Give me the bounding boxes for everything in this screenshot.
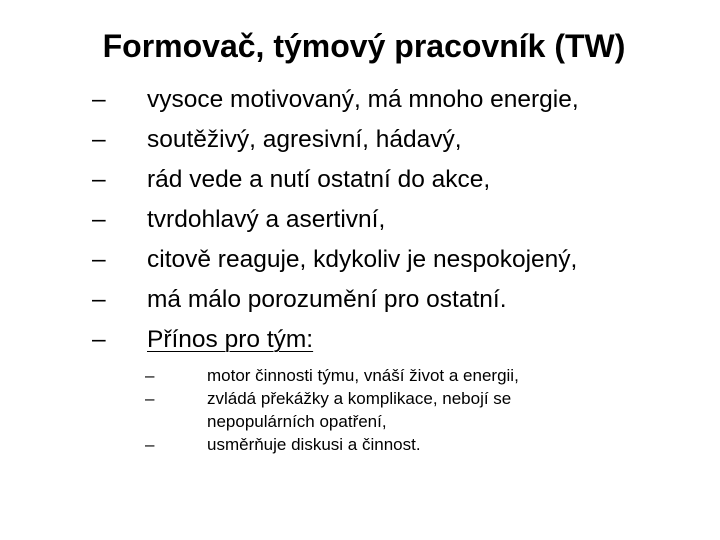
bullet-text: citově reaguje, kdykoliv je nespokojený, (147, 246, 578, 273)
sub-bullet-dash: – (145, 389, 155, 408)
benefits-heading: Přínos pro tým: (147, 326, 314, 353)
bullet-dash: – (92, 86, 106, 113)
sub-bullet-text: usměrňuje diskusi a činnost. (207, 435, 421, 454)
sub-bullet-item (145, 387, 587, 433)
sub-bullet-dash: – (145, 366, 155, 385)
bullet-dash: – (92, 126, 106, 153)
sub-bullet-dash: – (145, 435, 155, 454)
bullet-dash: – (92, 206, 106, 233)
sub-bullet-list (145, 364, 587, 456)
bullet-text: má málo porozumění pro ostatní. (147, 286, 507, 313)
bullet-dash: – (92, 286, 106, 313)
bullet-dash: – (92, 166, 106, 193)
bullet-text: rád vede a nutí ostatní do akce, (147, 166, 491, 193)
bullet-dash: – (92, 326, 106, 353)
sub-bullet-text: zvládá překážky a komplikace, nebojí se nepopulárních opatření, (207, 389, 512, 431)
bullet-dash: – (92, 246, 106, 273)
sub-bullet-text: motor činnosti týmu, vnáší život a energii, (207, 366, 519, 385)
bullet-text: tvrdohlavý a asertivní, (147, 206, 386, 233)
slide-title: Formovač, týmový pracovník (TW) (102, 28, 626, 64)
sub-bullet-item (145, 364, 587, 387)
sub-bullet-item (145, 433, 587, 456)
bullet-text: soutěživý, agresivní, hádavý, (147, 126, 462, 153)
bullet-text: vysoce motivovaný, má mnoho energie, (147, 86, 579, 113)
